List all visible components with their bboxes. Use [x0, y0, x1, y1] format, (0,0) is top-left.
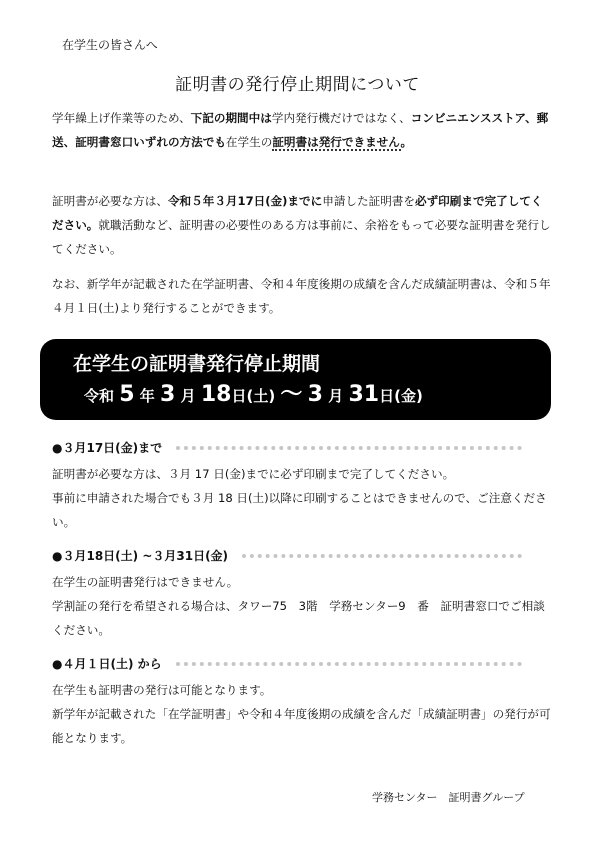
- dotted-leader: [176, 446, 522, 450]
- dotted-leader: [242, 554, 522, 558]
- section-line: 新学年が記載された「在学証明書」や令和４年度後期の成績を含んだ「成績証明書」の発行が可能となります。: [52, 707, 551, 745]
- section-line: 事前に申請された場合でも３月 18 日(土)以降に印刷することはできませんので、ご注意ください。: [52, 491, 547, 529]
- intro-emphasis: 。: [400, 135, 413, 149]
- intro-emphasis: 令和５年３月17日(金)までに: [167, 194, 323, 208]
- section-heading-label: ●３月17日(金)まで: [52, 441, 163, 455]
- dotted-leader: [176, 662, 522, 666]
- banner-weekday-end: 日(金): [379, 387, 423, 405]
- intro-text: 学年繰上げ作業等のため、: [52, 111, 191, 125]
- intro-emphasis: 必ず印刷まで完了してください。: [52, 194, 543, 232]
- intro-text: 学内発行機だけではなく、: [271, 111, 411, 125]
- intro-paragraph-2: [52, 189, 552, 261]
- banner-tilde: ～: [280, 382, 303, 407]
- section-body-mar18-mar31: [52, 570, 552, 642]
- banner-era: 令和: [84, 387, 115, 405]
- section-heading-from-apr1: [52, 655, 522, 672]
- section-heading-until-mar17: [52, 439, 522, 456]
- banner-year: 5: [119, 382, 135, 407]
- section-line: 証明書が必要な方は、３月 17 日(金)までに必ず印刷まで完了してください。: [52, 467, 455, 481]
- section-body-from-apr1: [52, 678, 552, 750]
- suspension-period-banner: [40, 339, 551, 420]
- section-heading-label: ●４月１日(土) から: [52, 657, 162, 671]
- banner-tsuki-end: 月: [328, 387, 344, 405]
- footer-signature: 学務センター 証明書グループ: [372, 791, 525, 804]
- banner-nen: 年: [139, 387, 155, 405]
- banner-title: 在学生の証明書発行停止期間: [73, 353, 321, 375]
- page-title: 証明書の発行停止期間について: [175, 75, 420, 95]
- intro-text: 申請した証明書を: [322, 194, 415, 208]
- banner-day-start: 18: [200, 382, 232, 407]
- intro-text: 就職活動など、証明書の必要性のある方は事前に、余裕をもって必要な証明書を発行してください。: [52, 218, 551, 256]
- intro-paragraph-3: なお、新学年が記載された在学証明書、令和４年度後期の成績を含んだ成績証明書は、令和５年４月１日(土)より発行することができます。: [52, 277, 551, 315]
- banner-tsuki-start: 月: [180, 387, 196, 405]
- section-line: 在学生の証明書発行はできません。: [52, 575, 239, 589]
- intro-emphasis-dotted: 証明書は発行できません: [272, 135, 401, 149]
- section-line: 学割証の発行を希望される場合は、タワー75 3階 学務センター9 番 証明書窓口でご相談ください。: [52, 599, 545, 637]
- intro-text: 在学生の: [225, 135, 273, 149]
- section-heading-label: ●３月18日(土) ~３月31日(金): [52, 549, 229, 563]
- section-body-until-mar17: [52, 462, 552, 534]
- salutation: 在学生の皆さんへ: [62, 38, 158, 52]
- banner-month-start: 3: [160, 382, 176, 407]
- banner-weekday-start: 日(土): [231, 387, 276, 405]
- banner-month-end: 3: [307, 382, 323, 407]
- banner-dates: [84, 377, 423, 408]
- intro-paragraph-1: [52, 106, 552, 154]
- section-heading-mar18-mar31: [52, 547, 522, 564]
- intro-text: 証明書が必要な方は、: [52, 194, 168, 208]
- section-line: 在学生も証明書の発行は可能となります。: [52, 683, 272, 697]
- intro-emphasis: コンビニエンスストア、郵送、証明書窓口いずれの方法でも: [52, 111, 549, 149]
- banner-day-end: 31: [348, 382, 380, 407]
- intro-emphasis: 下記の期間中は: [190, 111, 272, 125]
